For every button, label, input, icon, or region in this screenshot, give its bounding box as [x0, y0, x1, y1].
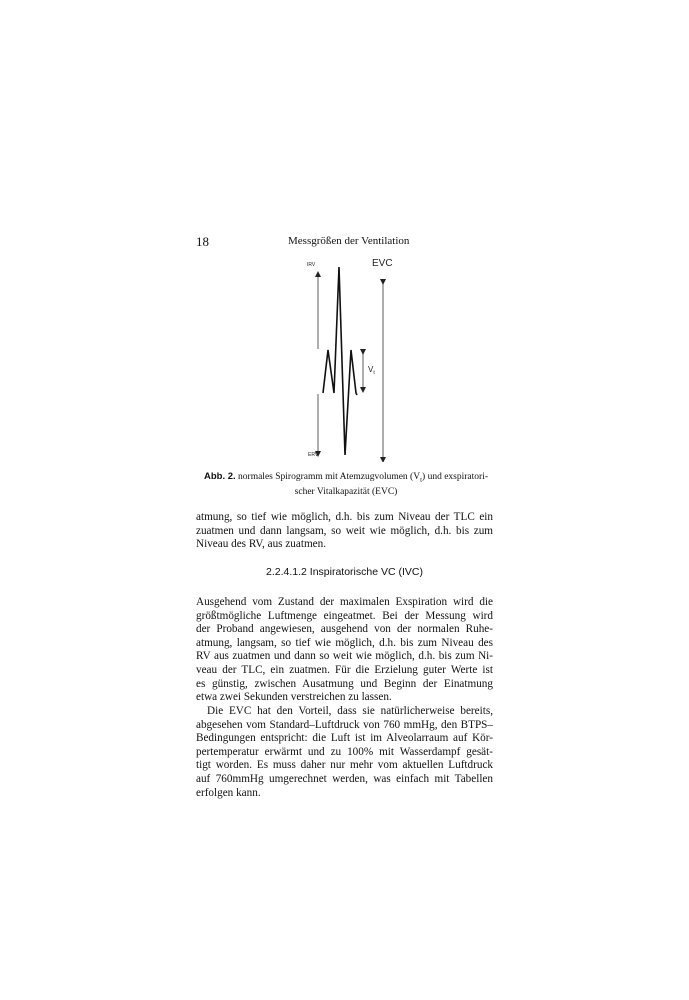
running-head: Messgrößen der Ventilation: [288, 235, 410, 247]
paragraph-3: [196, 705, 493, 800]
text-line: Bedingungen entspricht: die Luft ist im Alveolarraum auf Kör-: [196, 732, 493, 745]
text-line: größtmögliche Luftmenge eingeatmet. Bei der Messung wird: [196, 609, 493, 622]
text-line: etwa zwei Sekunden verstreichen zu lassen.: [196, 691, 392, 704]
spirogram-trace: [323, 267, 357, 455]
erv-label: ERV: [308, 452, 319, 458]
figure-caption: [196, 471, 496, 498]
text-line: Niveau des RV, aus zuatmen.: [196, 538, 327, 551]
text-line: Ausgehend vom Zustand der maximalen Exspiration wird die: [196, 596, 493, 608]
section-heading: 2.2.4.1.2 Inspiratorische VC (IVC): [266, 566, 423, 578]
caption-text-2: ) und exspiratori-: [422, 472, 488, 482]
text-line: auf 760mmHg umgerechnet werden, was einfach mit Tabellen: [196, 772, 493, 785]
paragraph-2: [196, 596, 493, 705]
text-line: der Proband angewiesen, ausgehend von der normalen Ruhe-: [196, 623, 493, 636]
evc-label: EVC: [372, 258, 393, 269]
text-line: atmung, so tief wie möglich, d.h. bis zum Niveau der TLC ein: [196, 511, 493, 523]
caption-text: normales Spirogramm mit Atemzugvolumen (V: [238, 472, 421, 482]
vt-label: $V_t$: [368, 365, 375, 376]
text-line: abgesehen vom Standard–Luftdruck von 760 mmHg, den BTPS–: [196, 718, 493, 731]
text-line: pertemperatur erwärmt und zu 100% mit Wasserdampf gesät-: [196, 745, 493, 758]
text-line: tigt worden. Es muss daher nur mehr vom aktuellen Luftdruck: [196, 759, 493, 772]
text-line: erfolgen kann.: [196, 786, 261, 799]
caption-subscript: t: [420, 475, 423, 484]
paragraph-1: [196, 511, 493, 552]
text-line: Die EVC hat den Vorteil, dass sie natürlicherweise bereits,: [207, 705, 493, 717]
caption-number: Abb. 2.: [203, 471, 236, 482]
caption-text-line2: scher Vitalkapazität (EVC): [294, 486, 398, 497]
text-line: RV aus zuatmen und dann so weit wie möglich, d.h. bis zum Ni-: [196, 650, 493, 663]
text-line: atmung, langsam, so tief wie möglich, d.h. bis zum Niveau des: [196, 636, 493, 649]
text-line: zuatmen und dann langsam, so weit wie möglich, d.h. bis zum: [196, 524, 493, 537]
text-line: veau der TLC, ein zuatmen. Für die Erzielung guter Werte ist: [196, 663, 493, 676]
irv-label: IRV: [307, 262, 316, 268]
page-number: 18: [196, 234, 209, 249]
text-line: es günstig, zwischen Ausatmung und Beginn der Einatmung: [196, 677, 493, 690]
spirogram-figure: [290, 252, 410, 462]
